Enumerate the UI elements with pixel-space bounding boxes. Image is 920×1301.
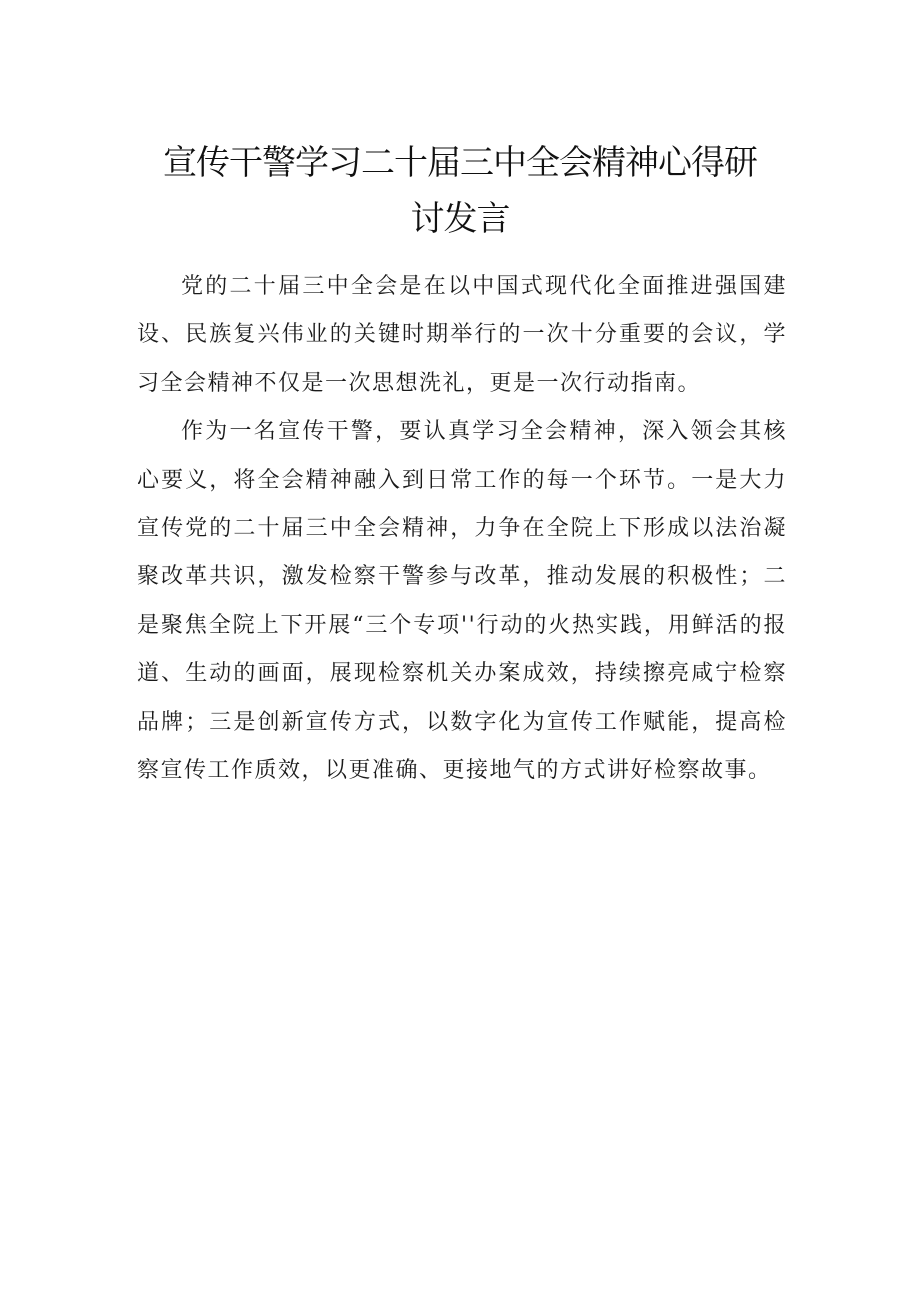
document-title: [150, 135, 770, 247]
document-title-line-1: 宣传干警学习二十届三中全会精神心得研: [163, 143, 757, 183]
paragraph-1: 党的二十届三中全会是在以中国式现代化全面推进强国建设、民族复兴伟业的关键时期举行的一次十分重要的会议，学习全会精神不仅是一次思想洗礼，更是一次行动指南。: [137, 274, 787, 396]
paragraph-2: 作为一名宣传干警，要认真学习全会精神，深入领会其核心要义，将全会精神融入到日常工作的每一个环节。一是大力宣传党的二十届三中全会精神，力争在全院上下形成以法治凝聚改革共识，激发检察干警参与改革，推动发展的积极性；二是聚焦全院上下开展“三个专项''行动的火热实践，用鲜活的报道、生动的画面，展现检察机关办案成效，持续擦亮咸宁检察品牌；三是创新宣传方式，以数字化为宣传工作赋能，提高检察宣传工作质效，以更准确、更接地气的方式讲好检察故事。: [137, 419, 787, 784]
document-title-line-2: 讨发言: [410, 199, 510, 239]
document-body: [137, 263, 787, 795]
